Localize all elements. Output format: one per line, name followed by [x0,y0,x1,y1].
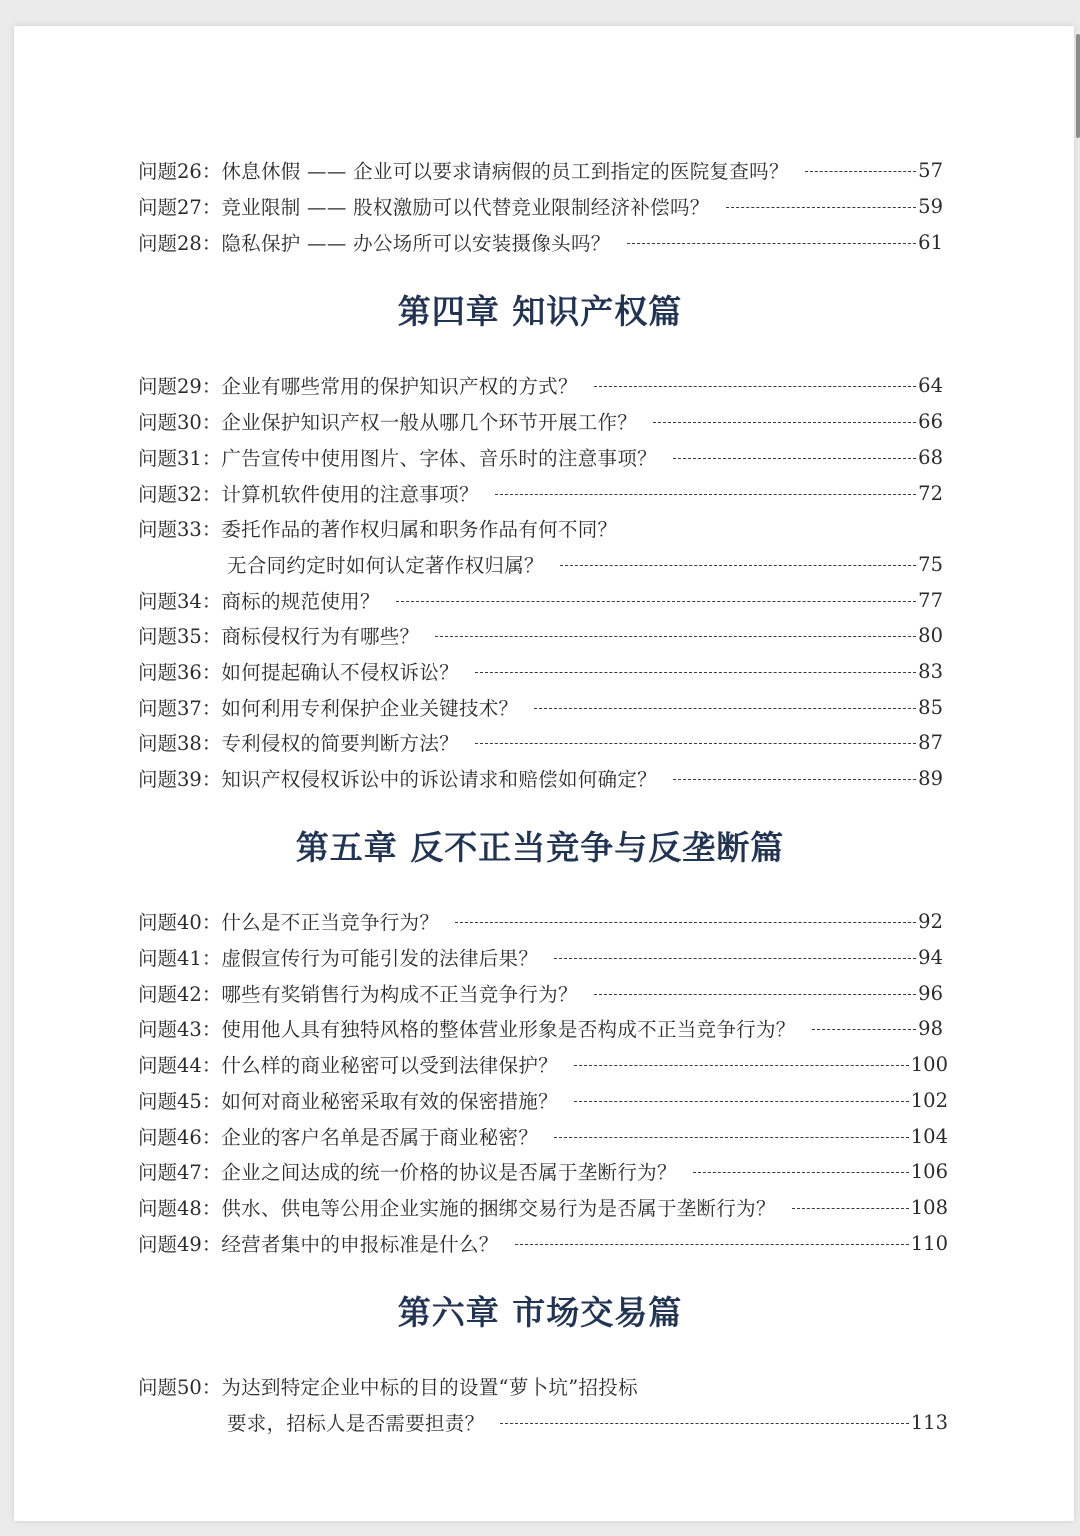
entry-title: 供水、供电等公用企业实施的捆绑交易行为是否属于垄断行为？ [221,1197,776,1220]
entry-number: 问题28 [138,232,202,255]
entry-number: 问题45 [138,1090,202,1113]
entry-number: 问题32 [138,483,202,506]
dot-leader [475,672,916,673]
toc-entry[interactable]: 问题45 ： 如何对商业秘密采取有效的保密措施？ 102 [138,1083,948,1117]
dot-leader [627,243,917,244]
entry-number: 问题38 [138,732,202,755]
entry-title: 如何对商业秘密采取有效的保密措施？ [221,1090,558,1113]
entry-number: 问题31 [138,447,202,470]
entry-number: 问题35 [138,625,202,648]
entry-number: 问题26 [138,160,202,183]
page-number: 104 [910,1124,948,1148]
entry-number: 问题36 [138,661,202,684]
toc-entry[interactable]: 问题29 ： 企业有哪些常用的保护知识产权的方式？ 64 [138,368,943,402]
entry-title: 委托作品的著作权归属和职务作品有何不同？ [221,518,618,541]
page-number: 108 [910,1195,948,1219]
dot-leader [560,565,916,566]
chapter-heading: 第六章 市场交易篇 [397,1293,683,1332]
toc-entry[interactable]: 问题31 ： 广告宣传中使用图片、字体、音乐时的注意事项？ 68 [138,440,943,474]
entry-number: 问题47 [138,1161,202,1184]
dot-leader [673,779,916,780]
toc-entry[interactable]: 问题39 ： 知识产权侵权诉讼中的诉讼请求和赔偿如何确定？ 89 [138,761,943,795]
page-number: 100 [910,1052,948,1076]
page-number: 66 [918,409,943,433]
dot-leader [726,207,917,208]
dot-leader [500,1423,908,1424]
entry-number: 问题30 [138,411,202,434]
toc-entry[interactable]: 问题35 ： 商标侵权行为有哪些？ 80 [138,618,943,652]
toc-entry[interactable]: 问题40 ： 什么是不正当竞争行为？ 92 [138,904,943,938]
entry-number: 问题43 [138,1018,202,1041]
toc-entry[interactable]: 问题48 ： 供水、供电等公用企业实施的捆绑交易行为是否属于垄断行为？ 108 [138,1190,948,1224]
page-number: 80 [918,623,943,647]
chapter-heading: 第五章 反不正当竞争与反垄断篇 [295,828,785,867]
entry-title: 商标的规范使用？ [221,590,380,613]
toc-entry[interactable]: 问题30 ： 企业保护知识产权一般从哪几个环节开展工作？ 66 [138,404,943,438]
entry-title: 企业有哪些常用的保护知识产权的方式？ [221,375,578,398]
toc-entry[interactable]: 问题49 ： 经营者集中的申报标准是什么？ 110 [138,1226,948,1260]
toc-entry[interactable]: 问题34 ： 商标的规范使用？ 77 [138,583,943,617]
entry-number: 问题29 [138,375,202,398]
toc-entry[interactable]: 问题27 ： 竞业限制 —— 股权激励可以代替竞业限制经济补偿吗？ 59 [138,189,943,223]
page-number: 102 [910,1088,948,1112]
entry-title: 虚假宣传行为可能引发的法律后果？ [221,947,539,970]
toc-entry[interactable]: 问题36 ： 如何提起确认不侵权诉讼？ 83 [138,654,943,688]
toc-entry[interactable]: 问题50 ： 为达到特定企业中标的目的设置“萝卜坑”招投标 [138,1369,948,1403]
entry-number: 问题49 [138,1233,202,1256]
dot-leader [594,994,916,995]
page-number: 110 [910,1231,948,1255]
entry-number: 问题48 [138,1197,202,1220]
page-number: 83 [918,659,943,683]
entry-number: 问题34 [138,590,202,613]
dot-leader [554,1137,909,1138]
entry-title: 什么是不正当竞争行为？ [221,911,440,934]
page-number: 85 [918,695,943,719]
page-number: 92 [918,909,943,933]
toc-entry[interactable]: 问题38 ： 专利侵权的简要判断方法？ 87 [138,725,943,759]
page-number: 87 [918,730,943,754]
dot-leader [574,1065,909,1066]
dot-leader [792,1208,909,1209]
entry-title: 企业保护知识产权一般从哪几个环节开展工作？ [221,411,638,434]
page-number: 59 [918,194,943,218]
toc-entry[interactable]: 问题43 ： 使用他人具有独特风格的整体营业形象是否构成不正当竞争行为？ 98 [138,1011,943,1045]
entry-title: 经营者集中的申报标准是什么？ [221,1233,499,1256]
entry-number: 问题39 [138,768,202,791]
toc-entry[interactable]: 问题33 ： 委托作品的著作权归属和职务作品有何不同？ [138,511,943,545]
dot-leader [554,958,916,959]
toc-entry[interactable]: 问题46 ： 企业的客户名单是否属于商业秘密？ 104 [138,1119,948,1153]
entry-number: 问题46 [138,1126,202,1149]
toc-entry-continuation[interactable] [138,547,943,581]
entry-title: 广告宣传中使用图片、字体、音乐时的注意事项？ [221,447,657,470]
dot-leader [534,708,916,709]
dot-leader [495,494,916,495]
toc-entry[interactable]: 问题32 ： 计算机软件使用的注意事项？ 72 [138,476,943,510]
entry-title: 商标侵权行为有哪些？ [221,625,420,648]
entry-title-continuation: 要求，招标人是否需要担责？ [227,1412,485,1435]
page-number: 61 [918,230,943,254]
page-number: 98 [918,1016,943,1040]
page-number: 64 [918,373,943,397]
dot-leader [515,1244,909,1245]
page-number: 57 [918,158,943,182]
dot-leader [805,171,916,172]
entry-title: 隐私保护 —— 办公场所可以安装摄像头吗？ [221,232,611,255]
entry-number: 问题27 [138,196,202,219]
page-number: 72 [918,481,943,505]
dot-leader [455,922,916,923]
toc-entry[interactable]: 问题26 ： 休息休假 —— 企业可以要求请病假的员工到指定的医院复查吗？ 57 [138,153,943,187]
entry-title: 竞业限制 —— 股权激励可以代替竞业限制经济补偿吗？ [221,196,710,219]
entry-title: 如何利用专利保护企业关键技术？ [221,697,519,720]
entry-number: 问题40 [138,911,202,934]
toc-entry[interactable]: 问题42 ： 哪些有奖销售行为构成不正当竞争行为？ 96 [138,976,943,1010]
entry-number: 问题44 [138,1054,202,1077]
dot-leader [673,458,916,459]
entry-title: 休息休假 —— 企业可以要求请病假的员工到指定的医院复查吗？ [221,160,789,183]
toc-entry[interactable]: 问题41 ： 虚假宣传行为可能引发的法律后果？ 94 [138,940,943,974]
entry-number: 问题50 [138,1376,202,1399]
toc-entry[interactable]: 问题47 ： 企业之间达成的统一价格的协议是否属于垄断行为？ 106 [138,1154,948,1188]
page-number: 75 [918,552,943,576]
toc-entry[interactable]: 问题28 ： 隐私保护 —— 办公场所可以安装摄像头吗？ 61 [138,225,943,259]
entry-number: 问题37 [138,697,202,720]
page-number: 77 [918,588,943,612]
dot-leader [435,636,916,637]
toc-entry-continuation[interactable] [138,1405,948,1439]
entry-title: 什么样的商业秘密可以受到法律保护？ [221,1054,558,1077]
entry-title: 如何提起确认不侵权诉讼？ [221,661,459,684]
entry-title: 哪些有奖销售行为构成不正当竞争行为？ [221,983,578,1006]
page-number: 96 [918,981,943,1005]
entry-title: 为达到特定企业中标的目的设置“萝卜坑”招投标 [221,1376,638,1399]
entry-title: 计算机软件使用的注意事项？ [221,483,479,506]
scrollbar[interactable] [1076,34,1080,138]
page-number: 113 [910,1410,948,1434]
dot-leader [574,1101,909,1102]
dot-leader [396,601,916,602]
dot-leader [594,386,916,387]
entry-number: 问题33 [138,518,202,541]
page-number: 68 [918,445,943,469]
entry-title: 知识产权侵权诉讼中的诉讼请求和赔偿如何确定？ [221,768,657,791]
page-number: 106 [910,1159,948,1183]
chapter-heading: 第四章 知识产权篇 [397,292,683,331]
page-number: 94 [918,945,943,969]
entry-title: 企业之间达成的统一价格的协议是否属于垄断行为？ [221,1161,677,1184]
entry-title: 使用他人具有独特风格的整体营业形象是否构成不正当竞争行为？ [221,1018,796,1041]
entry-title-continuation: 无合同约定时如何认定著作权归属？ [227,554,544,577]
toc-entry[interactable]: 问题37 ： 如何利用专利保护企业关键技术？ 85 [138,690,943,724]
dot-leader [812,1029,917,1030]
entry-title: 专利侵权的简要判断方法？ [221,732,459,755]
entry-number: 问题42 [138,983,202,1006]
toc-entry[interactable]: 问题44 ： 什么样的商业秘密可以受到法律保护？ 100 [138,1047,948,1081]
dot-leader [693,1172,909,1173]
entry-number: 问题41 [138,947,202,970]
dot-leader [475,743,916,744]
entry-title: 企业的客户名单是否属于商业秘密？ [221,1126,539,1149]
page-number: 89 [918,766,943,790]
dot-leader [653,422,916,423]
